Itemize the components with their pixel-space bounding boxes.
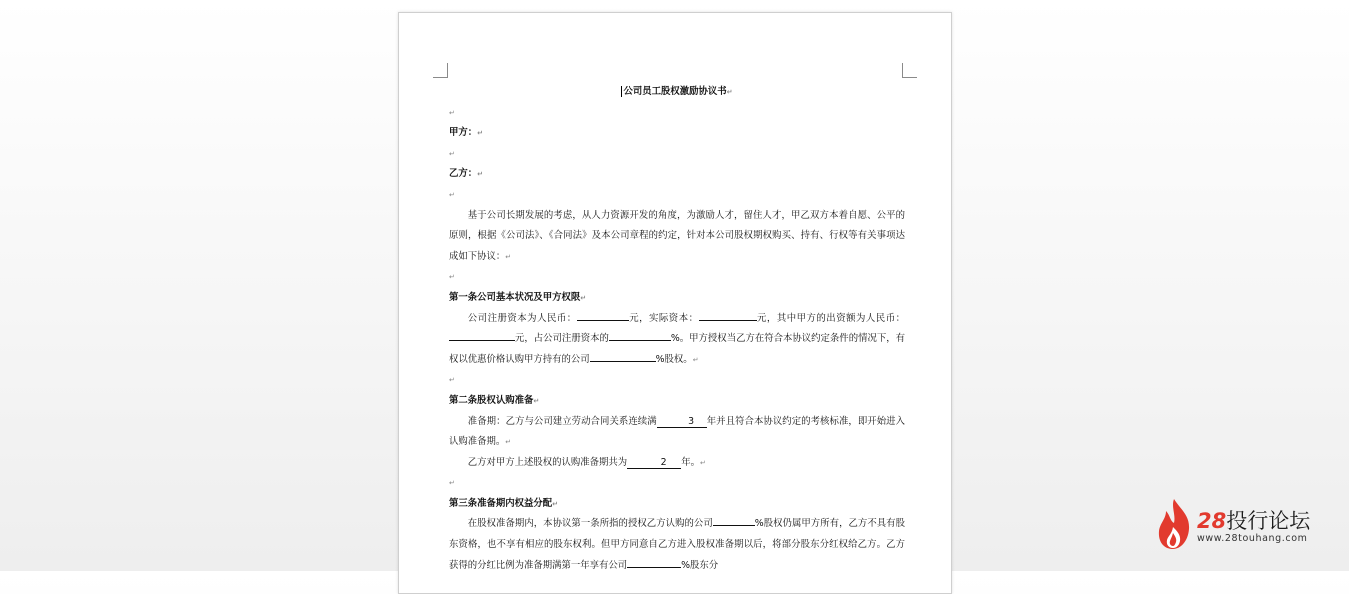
party-b-label: 乙方： [449, 168, 478, 180]
empty-line [449, 144, 905, 165]
paragraph-mark: ↵ [552, 499, 559, 508]
article2-paragraph1 [449, 412, 905, 453]
article1-text: 元，占公司注册资本的 [515, 333, 609, 345]
crop-mark-top-left [433, 63, 448, 78]
paragraph-mark: ↵ [477, 170, 484, 179]
site-watermark [1152, 495, 1342, 555]
article3-paragraph [449, 514, 905, 576]
empty-line [449, 267, 905, 288]
paragraph-mark: ↵ [505, 252, 512, 261]
article1-paragraph [449, 309, 905, 371]
article1-text: 元，其中甲方的出资额为人民币： [756, 312, 905, 324]
blank-field-years[interactable]: 2 [627, 457, 681, 469]
watermark-url: www.28touhang.com [1197, 533, 1308, 544]
paragraph-mark: ↵ [726, 88, 733, 96]
paragraph-mark: ↵ [449, 190, 455, 199]
blank-field[interactable] [627, 556, 681, 568]
blank-field[interactable] [699, 309, 757, 321]
paragraph-mark: ↵ [449, 273, 455, 282]
article2-paragraph2 [449, 453, 905, 474]
article1-text: 元，实际资本： [628, 312, 699, 324]
party-b-line [449, 164, 905, 185]
paragraph-mark: ↵ [477, 129, 484, 138]
paragraph-mark: ↵ [449, 479, 455, 488]
paragraph-mark: ↵ [533, 396, 540, 405]
intro-text: 基于公司长期发展的考虑，从人力资源开发的角度，为激励人才，留住人才，甲乙双方本着自愿、公平的原则，根据《公司法》、《合同法》及本公司章程的约定，针对本公司股权期权购买、持有、行权等有关事项达成如下协议： [449, 209, 905, 262]
empty-line [449, 473, 905, 494]
article3-text: %股权仍属甲方所有，乙方不具有股东资格，也不享有相应的股东权利。但甲方同意自乙方进入股权准备期以后，将部分股东分红权给乙方。乙方获得的分红比例为准备期满第一年享有公司 [449, 518, 905, 571]
party-a-label: 甲方： [449, 127, 478, 139]
blank-field[interactable] [590, 350, 656, 362]
article1-heading: 第一条公司基本状况及甲方权限 [449, 291, 581, 303]
empty-line [449, 370, 905, 391]
watermark-number: 28 [1197, 509, 1227, 533]
watermark-name: 投行论坛 [1226, 509, 1311, 533]
article2-heading-line [449, 391, 905, 412]
paragraph-mark: ↵ [449, 376, 455, 385]
article3-heading-line [449, 494, 905, 515]
blank-field[interactable] [713, 514, 755, 526]
article1-text: %股权。 [655, 353, 693, 365]
blank-field[interactable] [577, 309, 629, 321]
article3-text: %股东分 [681, 559, 719, 571]
blank-field[interactable] [449, 329, 515, 341]
document-page[interactable] [398, 12, 952, 594]
paragraph-mark: ↵ [449, 108, 455, 117]
flame-logo-icon [1156, 497, 1192, 551]
article2-text: 年。 [681, 456, 700, 468]
empty-line [449, 103, 905, 124]
article2-text: 乙方对甲方上述股权的认购准备期共为 [467, 456, 628, 468]
paragraph-mark: ↵ [692, 355, 699, 364]
document-title-line [449, 82, 905, 103]
party-a-line [449, 123, 905, 144]
article3-heading: 第三条准备期内权益分配 [449, 497, 553, 509]
article1-text: 公司注册资本为人民币： [467, 312, 577, 324]
article3-text: 在股权准备期内，本协议第一条所指的授权乙方认购的公司 [467, 518, 713, 530]
document-title: 公司员工股权激励协议书 [623, 86, 727, 97]
paragraph-mark: ↵ [505, 438, 512, 447]
watermark-title [1197, 505, 1310, 535]
article1-text: %。甲方授权当乙方在符合本协议约定条件的情况下，有权以优惠价格认购甲方持有的公司 [449, 333, 905, 365]
document-body[interactable] [449, 82, 905, 576]
paragraph-mark: ↵ [699, 458, 706, 467]
article2-heading: 第二条股权认购准备 [449, 394, 534, 406]
paragraph-mark: ↵ [580, 293, 587, 302]
intro-paragraph [449, 206, 905, 268]
article1-heading-line [449, 288, 905, 309]
article2-text: 年并且符合本协议约定的考核标准，即开始进入认购准备期。 [449, 415, 905, 448]
crop-mark-top-right [902, 63, 917, 78]
empty-line [449, 185, 905, 206]
article2-text: 准备期：乙方与公司建立劳动合同关系连续满 [467, 415, 657, 427]
blank-field[interactable] [609, 329, 671, 341]
paragraph-mark: ↵ [449, 149, 455, 158]
blank-field-years[interactable]: 3 [657, 416, 707, 428]
